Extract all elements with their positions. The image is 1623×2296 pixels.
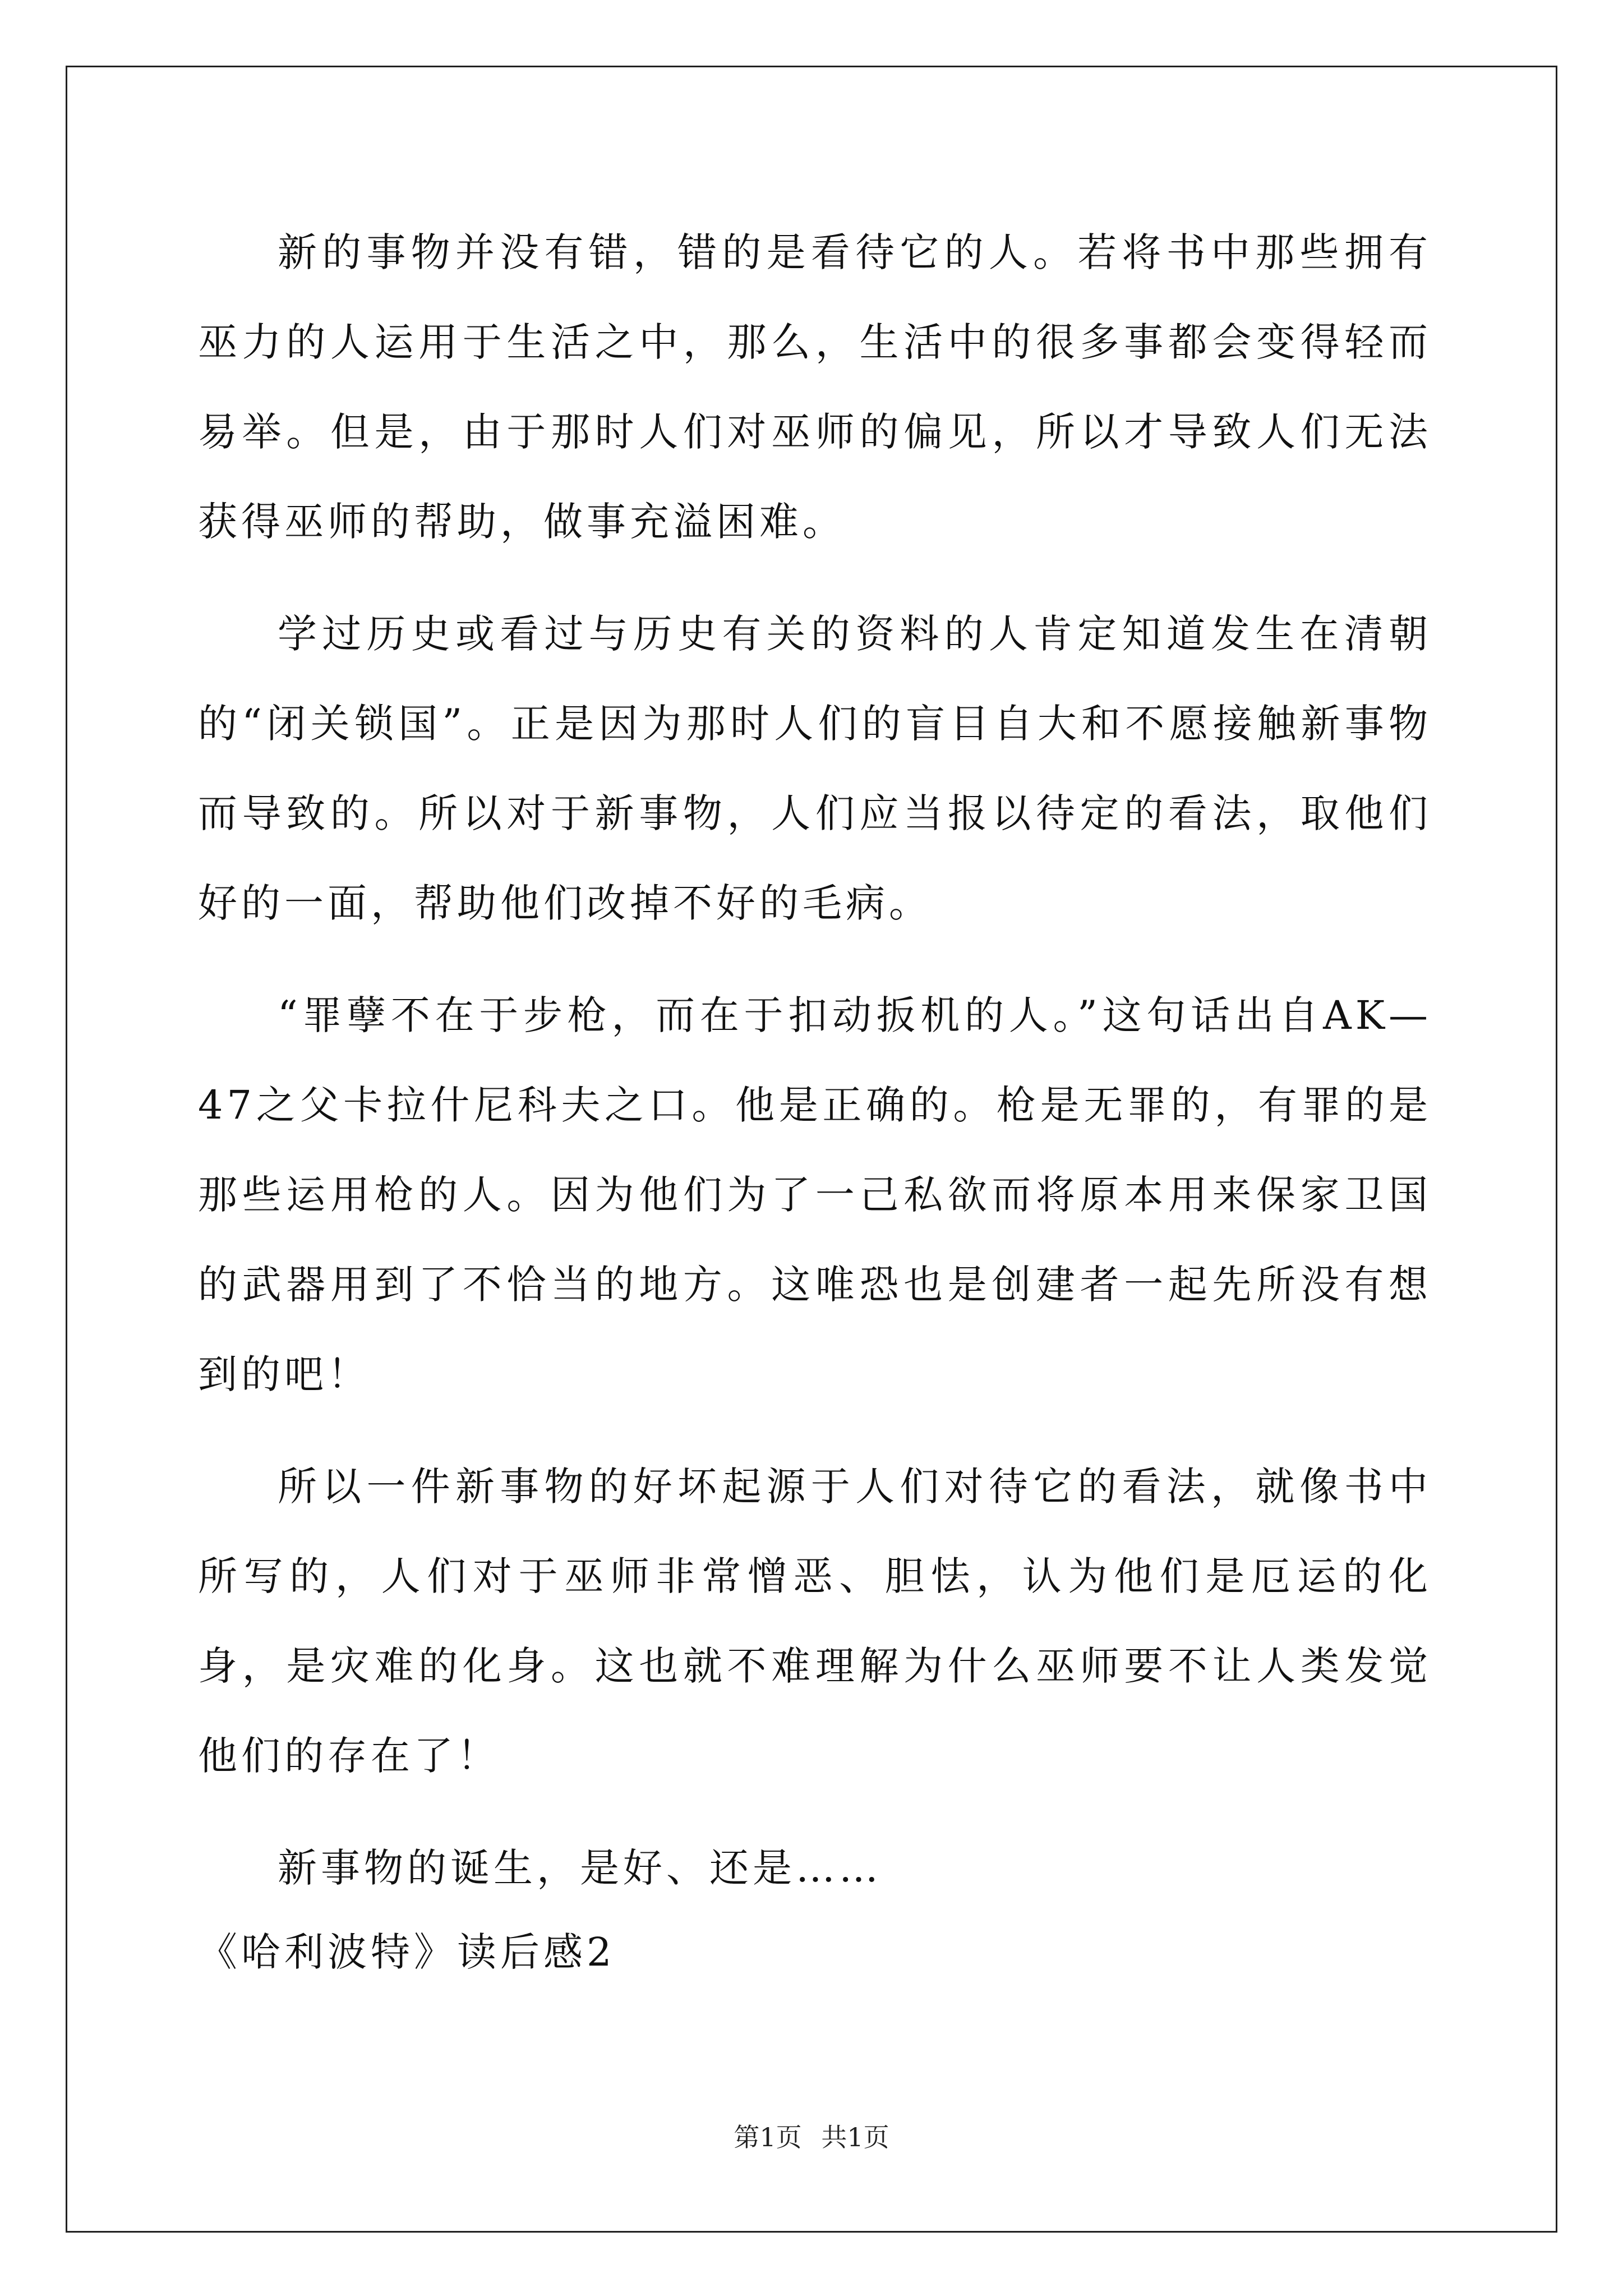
page-count: 共1页: [821, 2122, 889, 2152]
paragraph: 学过历史或看过与历史有关的资料的人肯定知道发生在清朝的“闭关锁国”。正是因为那时人们的盲目自大和不愿接触新事物而导致的。所以对于新事物，人们应当报以待定的看法，取他们好的一面，帮助他们改掉不好的毛病。: [198, 611, 1432, 926]
section-heading: 《哈利波特》读后感2: [198, 1929, 616, 1975]
paragraph: 新的事物并没有错，错的是看待它的人。若将书中那些拥有巫力的人运用于生活之中，那么，生活中的很多事都会变得轻而易举。但是，由于那时人们对巫师的偏见，所以才导致人们无法获得巫师的帮助，做事充溢困难。: [198, 229, 1432, 545]
page-footer: [0, 2120, 1623, 2154]
page-number: 第1页: [734, 2122, 802, 2152]
paragraph: “罪孽不在于步枪，而在于扣动扳机的人。”这句话出自AK—47之父卡拉什尼科夫之口。他是正确的。枪是无罪的，有罪的是那些运用枪的人。因为他们为了一己私欲而将原本用来保家卫国的武器用到了不恰当的地方。这唯恐也是创建者一起先所没有想到的吧！: [198, 992, 1432, 1397]
document-body: [198, 208, 1432, 1935]
paragraph: 所以一件新事物的好坏起源于人们对待它的看法，就像书中所写的，人们对于巫师非常憎恶、胆怯，认为他们是厄运的化身，是灾难的化身。这也就不难理解为什么巫师要不让人类发觉他们的存在了！: [198, 1464, 1432, 1779]
paragraph: 新事物的诞生，是好、还是……: [278, 1845, 882, 1891]
